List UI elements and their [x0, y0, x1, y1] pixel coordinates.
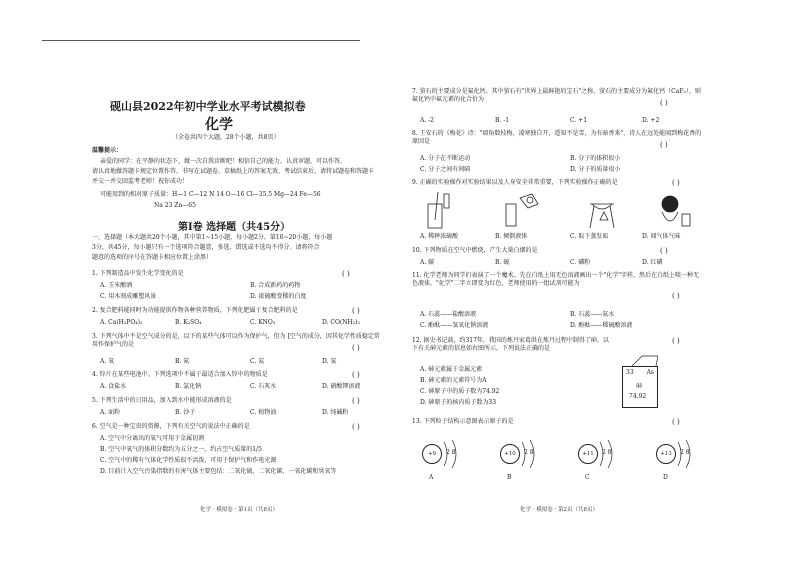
- tips-line: 亲爱的同学：在平静的状态下，做一次自我诊断吧！相信自己的能力，认真审题，可以作答，: [100, 158, 347, 165]
- option: C. 磷粉: [570, 259, 591, 266]
- answer-paren: ( ): [352, 371, 360, 379]
- answer-paren: ( ): [660, 99, 668, 107]
- section-intro: 一、选择题（本大题共20个小题，其中第1~15小题，每小题2分，第16~20小题，每小题: [92, 234, 333, 241]
- answer-paren: ( ): [672, 337, 680, 345]
- option: A. 砷元素属于金属元素: [420, 366, 483, 373]
- option: B. K₂SO₄: [175, 319, 202, 326]
- option: B. -1: [495, 117, 510, 124]
- question-stem: 6. 空气是一种宝贵的资源，下列有关空气的说法中正确的是: [92, 423, 250, 430]
- option: C. 砷原子中的质子数为74.92: [420, 388, 500, 395]
- option: A. 氧: [100, 358, 115, 365]
- option: A. -2: [420, 117, 434, 124]
- atom-nucleus: +10: [500, 444, 520, 464]
- option: A. 稀释浓硫酸: [420, 233, 459, 240]
- dilute-acid-apparatus: [428, 192, 449, 228]
- atom-nucleus: +9: [422, 444, 442, 464]
- atom-label: D: [663, 474, 668, 481]
- option: C. 石灰水: [250, 383, 277, 390]
- electron-shells: 2 8: [524, 449, 534, 456]
- option: A. 面粉: [100, 409, 121, 416]
- tips-line: 并交一并交回监考老师！祝你成功！: [92, 178, 189, 185]
- tips-line: 请认真地做答题卡规定位置作答，书写在试题卷，草稿纸上的答案无效，考试结束后，请将试题卷和答题卡: [92, 168, 375, 175]
- option: C. KNO₃: [250, 319, 276, 326]
- option: D. 目前计入空气污染指数的有害气体主要包括：二氧化硫、二氧化碳、一氧化碳和臭氧等: [100, 468, 337, 475]
- page-footer: 化学 · 模拟卷 · 第2页（共8页）: [520, 507, 598, 513]
- question-stem: 11. 化学老师为同学们表演了一个魔术。先在白纸上用无色溶液画出一个"化学"字样，然后在白纸上喷一种无色液体，"化学"二字立即变为红色，老师使用的一组试剂可能为: [412, 272, 699, 287]
- option: D. 酚酞——稀硫酸溶液: [570, 322, 633, 329]
- question-stem: 5. 下列生活中的日用品，加入到水中能形成溶液的是: [92, 397, 232, 404]
- subject-title: 化学: [205, 117, 233, 133]
- option: A. 石蕊——盐酸溶液: [420, 311, 477, 318]
- option: D. 氩: [322, 358, 337, 365]
- pour-liquid-apparatus: [506, 194, 538, 226]
- atom-label: B: [507, 474, 512, 481]
- answer-paren: ( ): [352, 423, 360, 431]
- electron-shells: 2 8: [446, 449, 456, 456]
- right-page: [410, 0, 710, 562]
- option: A. 分子在不断运动: [420, 155, 471, 162]
- atom-label: C: [585, 474, 590, 481]
- option: C. +1: [570, 117, 588, 124]
- answer-paren: ( ): [672, 418, 680, 426]
- section-title: 第Ⅰ卷 选择题（共45分）: [178, 222, 291, 233]
- question-stem: 7. 萤石的主要成分是氟化钙。其中萤石有"世界上最鲜艳的宝石"之称，萤石的主要成分为氟化钙（CaF₂），则氟化钙中氟元素的化合价为: [412, 88, 701, 103]
- option: B. 倾倒液体: [495, 233, 528, 240]
- option: D. 砷原子的核内质子数为33: [420, 399, 497, 406]
- option: C. 空气中的稀有气体化学性质很不活泼，可用于保护气和作电光源: [100, 457, 277, 464]
- question-stem: 12. 据史书记载，约317年，我国的炼丹家葛洪在炼丹过程中制得了砷，以下有关砷元素的信息如右图所示，下列说法正确的是: [412, 337, 609, 352]
- lab-apparatus-illustrations: [420, 190, 710, 232]
- option: C. 植物油: [250, 409, 277, 416]
- option: B. 氮: [175, 358, 190, 365]
- electron-shells: 2 8: [680, 449, 690, 456]
- option: D. 硝酸钾溶液: [322, 383, 361, 390]
- option: B. 硫: [495, 259, 510, 266]
- answer-paren: ( ): [672, 292, 680, 300]
- atom-nucleus: +11: [578, 444, 598, 464]
- question-stem: 2. 复合肥料能同时为功能提供作物各种营养物质，下列化肥属于复合肥料的是: [92, 307, 298, 314]
- question-stem: 1. 下列制造品中发生化学变化的是: [92, 270, 184, 277]
- option: A. Ca(H₂PO₄)₂: [100, 319, 143, 326]
- question-stem: 8. 王安石的《梅花》诗："墙角数枝梅，凌寒独自开，遥知不是雪，为有暗香来"，诗人在远处能闻到梅花香的原因是: [412, 130, 702, 145]
- atomic-mass: 74.92: [629, 393, 647, 400]
- answer-paren: ( ): [342, 270, 350, 278]
- option: C. 酚酞——氢氧化钠溶液: [420, 322, 489, 329]
- answer-paren: ( ): [352, 397, 360, 405]
- question-stem: 9. 正确的实验操作对实验结果以及人身安全非常重要，下列实验操作正确的是: [412, 179, 618, 186]
- element-tile-arsenic: [622, 366, 658, 408]
- question-stem: 3. 下列气体中不是空气成分的是，以下的某些气体可以作为保护气，但为 [空气的成分，因其化学性质稳定常用作保护气的是: [92, 333, 380, 348]
- element-name: 砷: [636, 383, 643, 390]
- electron-shell-arcs: [410, 436, 710, 472]
- atom-nucleus: +13: [656, 444, 676, 464]
- evaporating-dish-apparatus: [590, 204, 614, 228]
- option: C. 用木刻成雕塑风景: [100, 293, 157, 300]
- section-intro: 3分，共45分，每小题只有一个选项符合题意，多选、错选或不选均不得分。请将符合: [92, 244, 320, 251]
- option: A. 碳: [420, 259, 435, 266]
- question-stem: 4. 锌片在某些电池中。下列选项中不属于最适合加入锌中的物质是: [92, 371, 268, 378]
- question-stem: 10. 下列物质在空气中燃烧，产生大量白烟的是: [412, 247, 538, 254]
- exam-title: 砚山县2022年初中学业水平考试模拟卷: [110, 100, 306, 113]
- exam-note: （全卷共四个大题，28个小题，共8页）: [172, 134, 280, 141]
- option: D. 浓硫酸变稀的白度: [250, 293, 307, 300]
- tips-heading-text: 温馨提示：: [92, 147, 123, 154]
- element-symbol: As: [646, 369, 654, 376]
- option: C. 取下蒸发皿: [570, 233, 609, 240]
- option: B. 氯化钠: [175, 383, 202, 390]
- option: D. 红磷: [642, 259, 663, 266]
- option: A. 食盐水: [100, 383, 127, 390]
- answer-paren: ( ): [352, 307, 360, 315]
- answer-paren: ( ): [672, 179, 680, 187]
- option: C. 氦: [250, 358, 265, 365]
- option: D. CO(NH₂)₂: [322, 319, 360, 326]
- electron-shells: 2 8: [602, 449, 612, 456]
- option: D. 闻气体气味: [642, 233, 681, 240]
- atom-label: A: [429, 474, 434, 481]
- atomic-number: 33: [626, 369, 634, 376]
- option: C. 分子之间有间隔: [420, 166, 471, 173]
- question-stem: 13. 下列粒子结构示意图表示原子的是: [412, 418, 514, 425]
- section-intro: 题意的选项的序号在答题卡相应位置上涂黑）: [92, 254, 213, 261]
- element-tile-3d-edge: [632, 354, 658, 368]
- answer-paren: ( ): [660, 141, 668, 149]
- option: B. 沙子: [175, 409, 196, 416]
- answer-paren: ( ): [352, 344, 360, 352]
- option: D. 分子的质量很小: [570, 166, 621, 173]
- option: A. 空气中分离出的氧气可用于金属切割: [100, 435, 205, 442]
- atomic-mass-line: 可能用到的相对原子质量：H—1 C—12 N 14 O—16 Cl—35.5 Mg—24 Fe—56: [100, 191, 321, 198]
- option: B. 分子的体积很小: [570, 155, 621, 162]
- option: B. 砷元素的元素符号为A: [420, 377, 487, 384]
- option: A. 玉米酿酒: [100, 282, 133, 289]
- option: B. 合成新药的药物: [250, 282, 301, 289]
- page-footer: 化学 · 模拟卷 · 第1页（共8页）: [200, 507, 278, 513]
- smell-gas-person: [662, 196, 690, 226]
- option: B. 空气中氧气的体积分数约为五分之一，约占空气质量的1/5: [100, 446, 262, 453]
- option: D. 纯碱粉: [322, 409, 349, 416]
- atomic-mass-line: Na 23 Zn—65: [154, 202, 196, 209]
- left-page: [90, 0, 390, 562]
- option: B. 石蕊——氨水: [570, 311, 615, 318]
- answer-paren: ( ): [660, 247, 668, 255]
- option: D. +2: [642, 117, 660, 124]
